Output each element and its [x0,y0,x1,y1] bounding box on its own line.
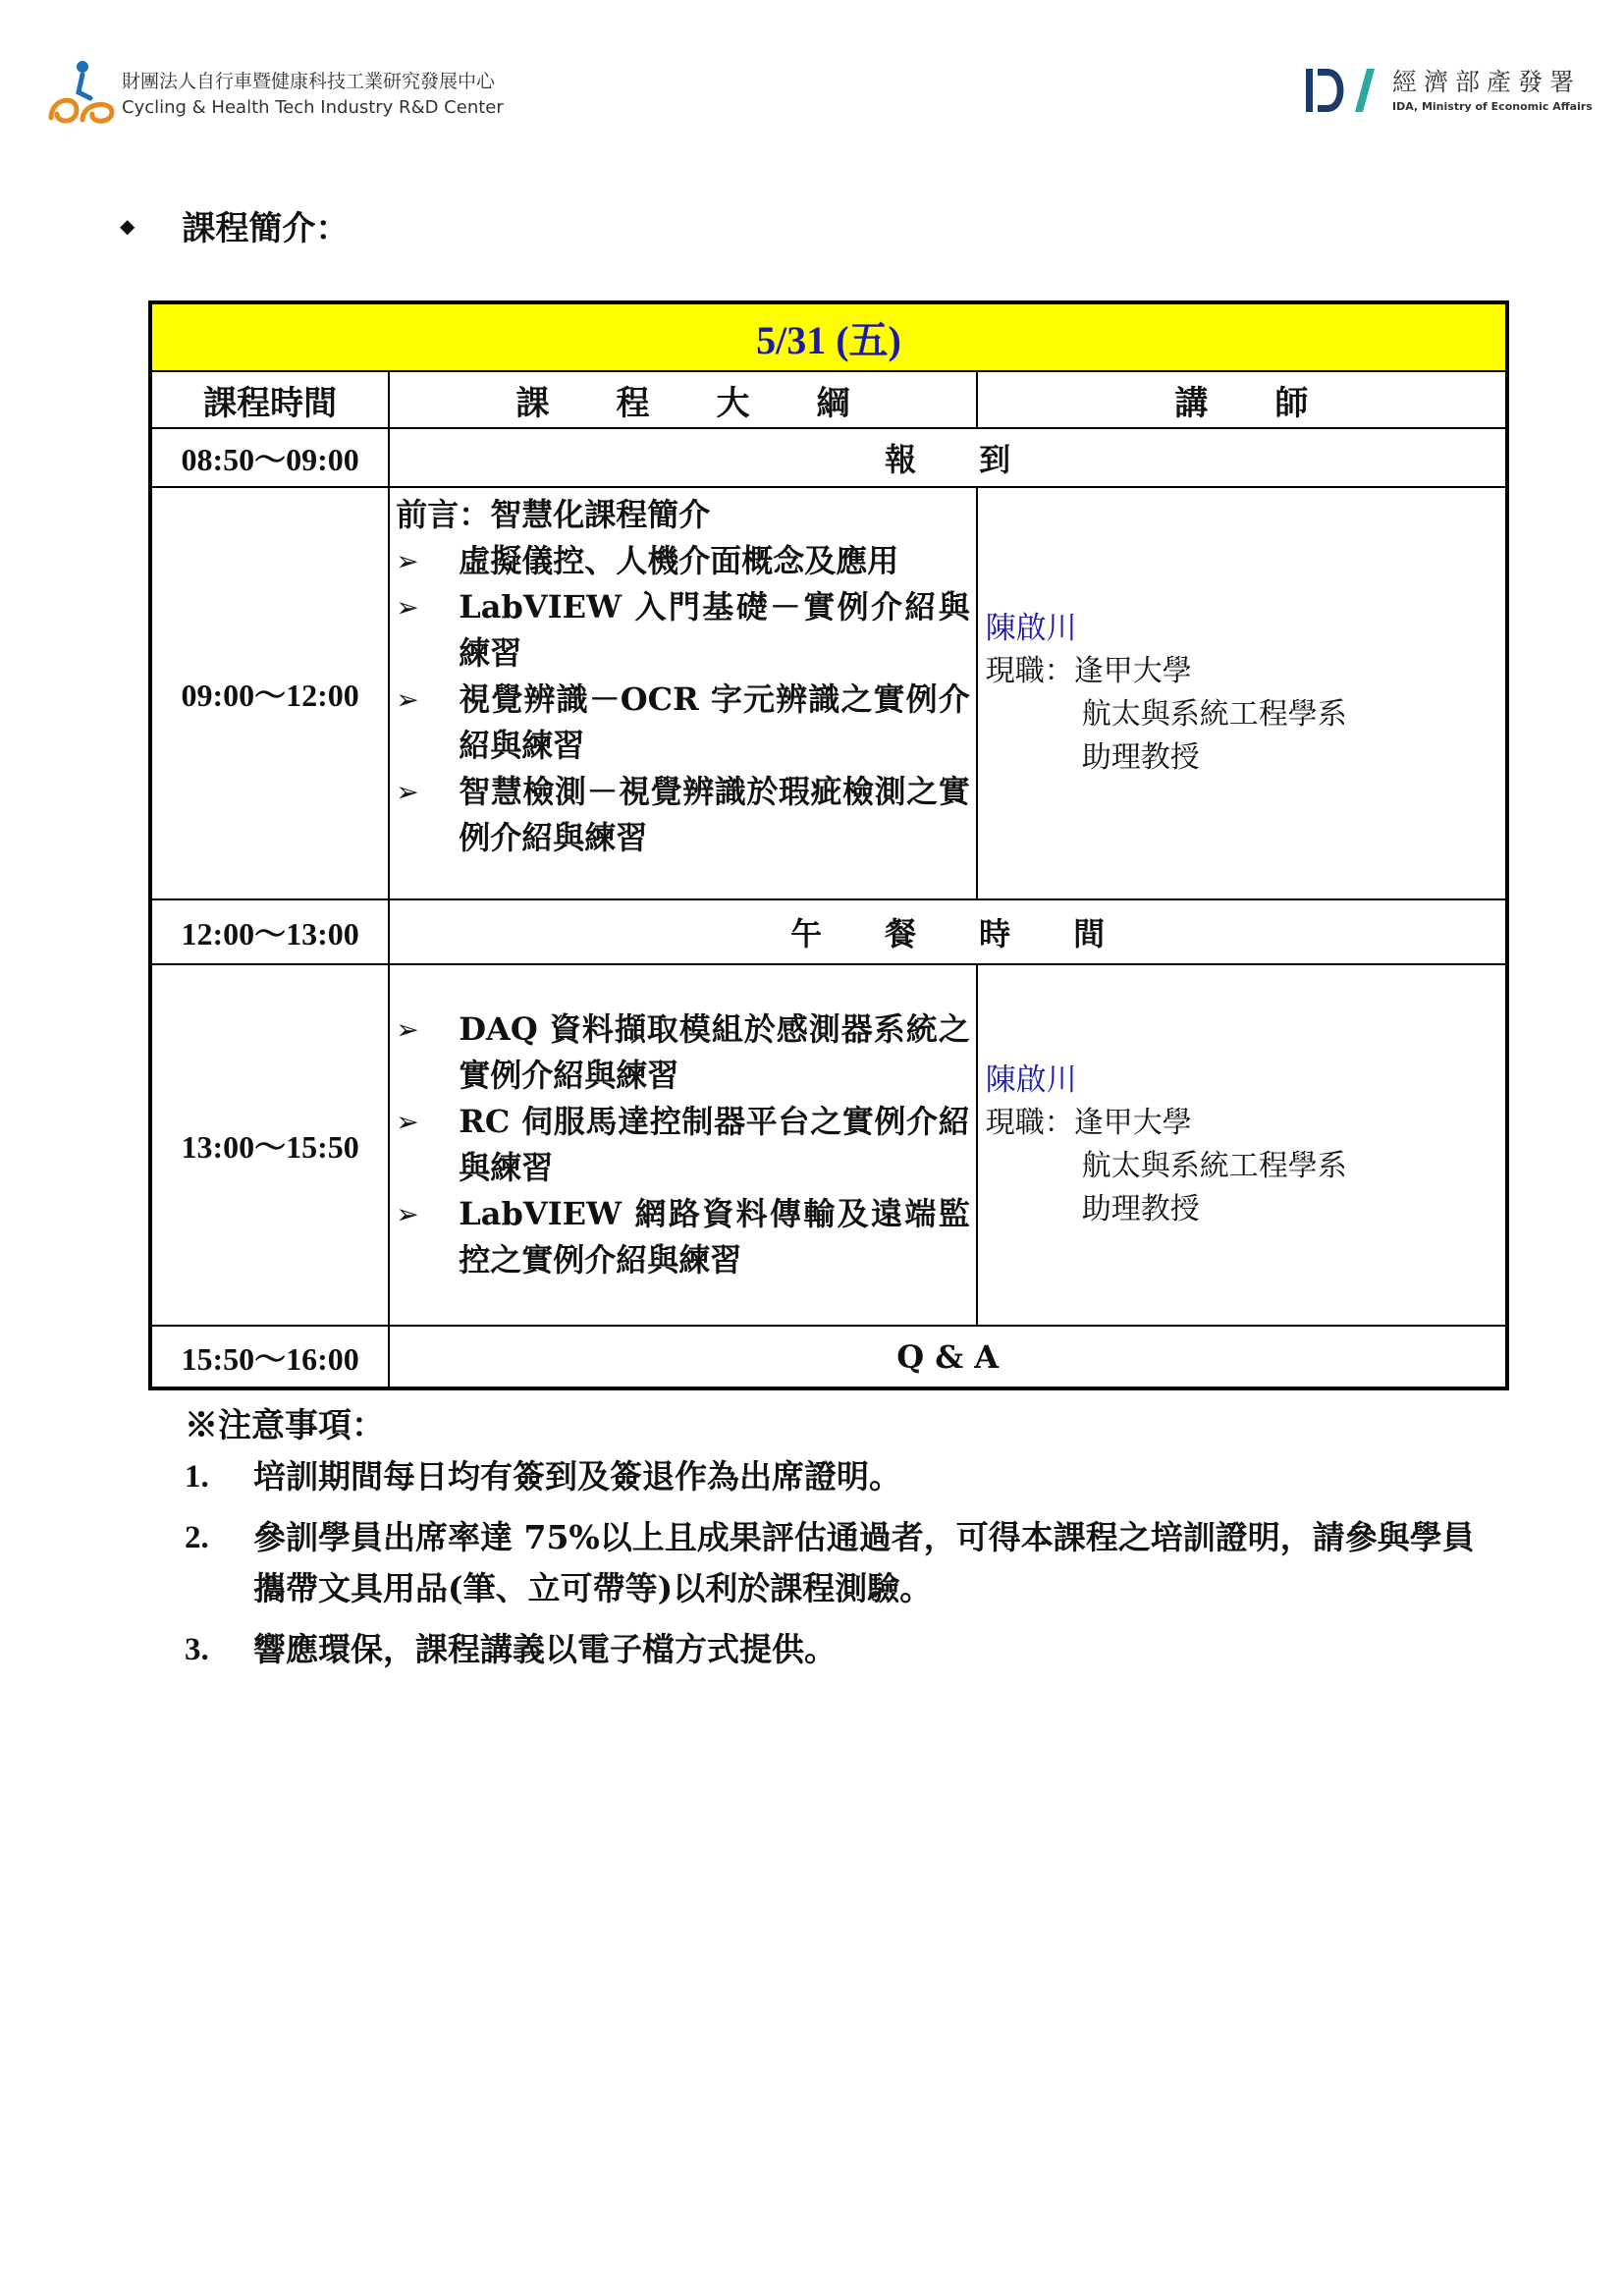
arrow-bullet-icon: ➢ [396,1106,419,1138]
lecturer-position: 現職：逢甲大學 [985,654,1192,688]
list-item [185,1451,1481,1502]
arrow-bullet-icon: ➢ [396,776,419,808]
section-title [120,201,349,249]
arrow-bullet-icon: ➢ [396,545,419,577]
session-outline [389,487,976,899]
lecturer-dept: 航太與系統工程學系 [1081,1149,1347,1183]
diamond-bullet-icon: ◆ [120,213,135,238]
list-item: ➢ LabVIEW 網路資料傳輸及遠端監控之實例介紹與練習 [396,1191,969,1283]
session-lecturer [977,487,1507,899]
note-number: 2. [185,1520,209,1555]
note-number: 3. [185,1632,209,1667]
left-logo-name-zh: 財團法人自行車暨健康科技工業研究發展中心 [122,71,496,92]
col-header-time: 課程時間 [150,371,389,428]
session-time: 15:50～16:00 [150,1326,389,1388]
cycling-center-logo-icon [43,59,118,130]
schedule-date: 5/31 (五) [150,302,1507,371]
section-title-text: 課程簡介： [182,209,350,248]
ida-logo-icon [1304,63,1380,118]
session-time: 08:50～09:00 [150,428,389,487]
session-span-text: 午 餐 時 間 [389,899,1507,964]
note-text: 參訓學員出席率達 75%以上且成果評估通過者，可得本課程之培訓證明，請參與學員攜帶文具用品(筆、立可帶等)以利於課程測驗。 [253,1518,1475,1607]
arrow-bullet-icon: ➢ [396,591,419,624]
table-row [150,964,1507,1326]
list-item: ➢ 視覺辨識－OCR 字元辨識之實例介紹與練習 [396,677,969,769]
outline-intro: 前言：智慧化課程簡介 [396,496,711,533]
note-text: 培訓期間每日均有簽到及簽退作為出席證明。 [253,1457,901,1496]
list-item [185,1512,1481,1614]
session-time: 13:00～15:50 [150,964,389,1326]
notes-list [185,1451,1481,1685]
note-text: 響應環保，課程講義以電子檔方式提供。 [253,1630,837,1668]
lecturer-dept: 航太與系統工程學系 [1081,697,1347,732]
col-header-lecturer: 講 師 [977,371,1507,428]
arrow-bullet-icon: ➢ [396,1013,419,1046]
session-time: 09:00～12:00 [150,487,389,899]
lecturer-title: 助理教授 [1081,740,1200,775]
session-lecturer [977,964,1507,1326]
list-item: ➢ DAQ 資料擷取模組於感測器系統之實例介紹與練習 [396,1006,969,1099]
lecturer-name: 陳啟川 [985,611,1077,646]
date-row [150,302,1507,371]
arrow-bullet-icon: ➢ [396,1198,419,1230]
right-logo-name-zh: 經濟部產發署 [1392,68,1582,96]
lecturer-position: 現職：逢甲大學 [985,1106,1192,1140]
lecturer-name: 陳啟川 [985,1062,1077,1098]
header-left-logo [43,59,504,130]
col-header-outline: 課 程 大 綱 [389,371,976,428]
table-row [150,428,1507,487]
notes-title: ※注意事項： [185,1406,385,1445]
arrow-bullet-icon: ➢ [396,683,419,716]
session-time: 12:00～13:00 [150,899,389,964]
session-span-text: Q & A [389,1326,1507,1388]
list-item: ➢ 虛擬儀控、人機介面概念及應用 [396,538,969,584]
table-header-row [150,371,1507,428]
header-right-logo [1304,61,1593,120]
list-item: ➢ LabVIEW 入門基礎－實例介紹與練習 [396,584,969,677]
table-row [150,487,1507,899]
list-item: ➢ 智慧檢測－視覺辨識於瑕疵檢測之實例介紹與練習 [396,769,969,861]
list-item [185,1624,1481,1675]
list-item: ➢ RC 伺服馬達控制器平台之實例介紹與練習 [396,1099,969,1191]
schedule-table [148,300,1509,1390]
session-span-text: 報 到 [389,428,1507,487]
table-row [150,899,1507,964]
lecturer-title: 助理教授 [1081,1192,1200,1226]
left-logo-name-en: Cycling & Health Tech Industry R&D Center [122,97,504,118]
session-outline [389,964,976,1326]
right-logo-name-en: IDA, Ministry of Economic Affairs [1392,100,1593,113]
table-row [150,1326,1507,1388]
note-number: 1. [185,1459,209,1495]
